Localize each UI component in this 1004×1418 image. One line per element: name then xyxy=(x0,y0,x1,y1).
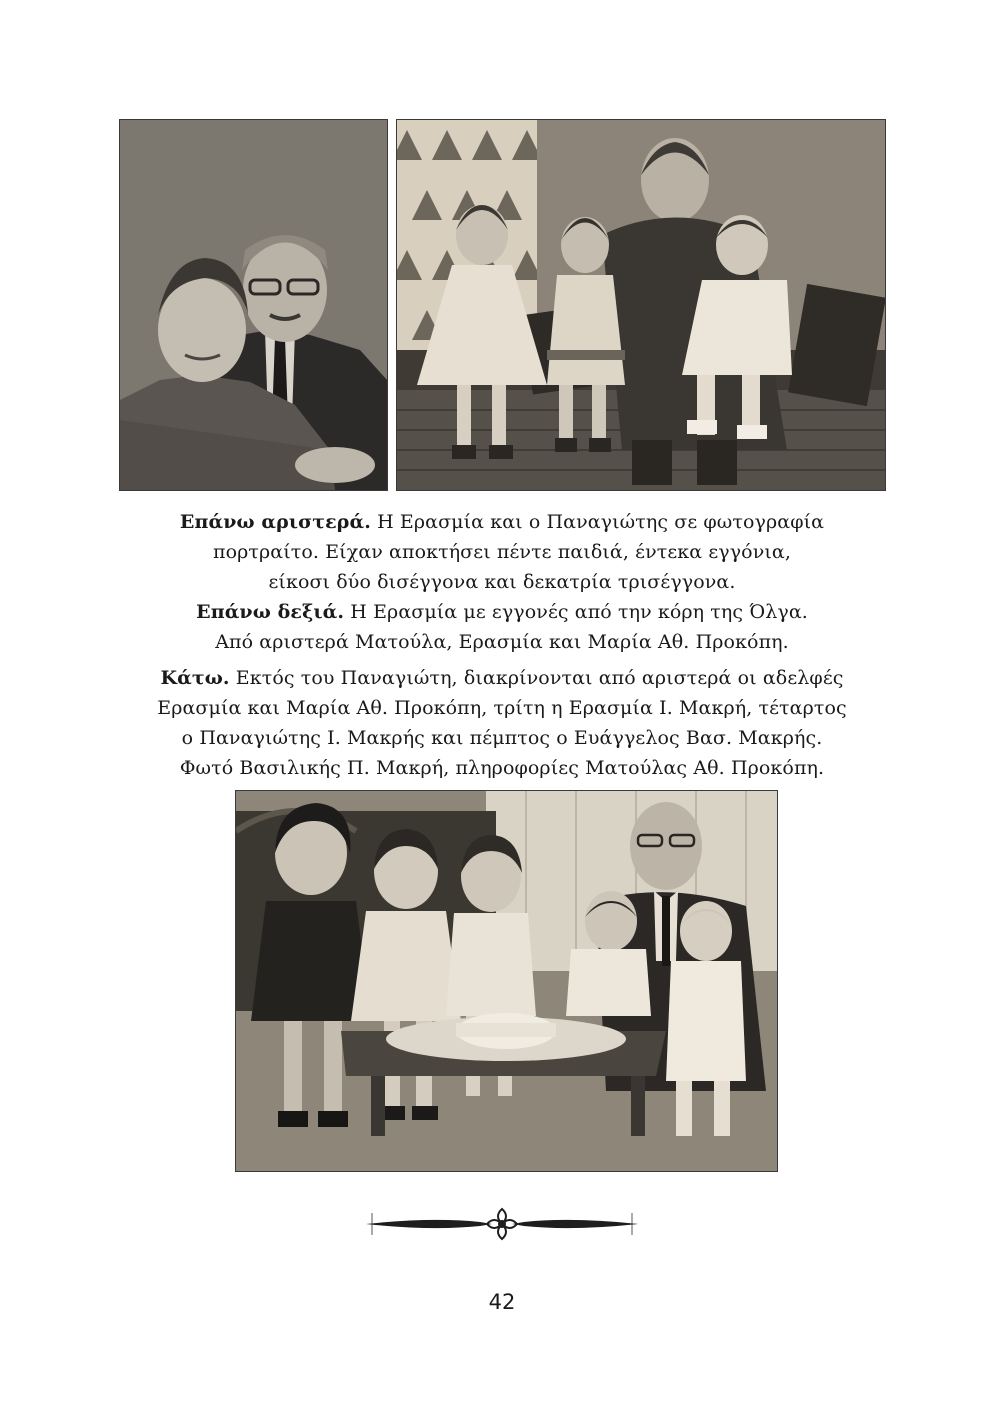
caption-bottom-line-4: Φωτό Βασιλικής Π. Μακρή, πληροφορίες Ματούλας Αθ. Προκόπη. xyxy=(179,757,825,779)
page-number: 42 xyxy=(488,1290,516,1314)
caption-heading-bottom: Κάτω. xyxy=(160,667,230,689)
caption-top-line-5: Από αριστερά Ματούλα, Ερασμία και Μαρία Αθ. Προκόπη. xyxy=(215,631,789,653)
caption-heading-top-right: Επάνω δεξιά. xyxy=(196,601,345,623)
caption-top xyxy=(100,507,904,657)
caption-bottom-line-3: ο Παναγιώτης Ι. Μακρής και πέμπτος ο Ευάγγελος Βασ. Μακρής. xyxy=(181,727,823,749)
photo-family-with-cake-image xyxy=(236,791,777,1171)
ornament-divider-graphic xyxy=(362,1203,642,1245)
photo-couple-portrait-image xyxy=(120,120,387,490)
caption-bottom-line-2: Ερασμία και Μαρία Αθ. Προκόπη, τρίτη η Ερασμία Ι. Μακρή, τέταρτος xyxy=(157,697,847,719)
ornament-divider xyxy=(362,1203,642,1245)
caption-top-line-4: Επάνω δεξιά. Η Ερασμία με εγγονές από την κόρη της Όλγα. xyxy=(196,601,808,623)
caption-heading-top-left: Επάνω αριστερά. xyxy=(179,511,371,533)
caption-top-line-1: Επάνω αριστερά. Η Ερασμία και ο Παναγιώτης σε φωτογραφία xyxy=(179,511,825,533)
photo-family-with-cake xyxy=(235,790,778,1172)
caption-top-line-2: πορτραίτο. Είχαν αποκτήσει πέντε παιδιά, έντεκα εγγόνια, xyxy=(213,541,791,563)
caption-bottom-line-1: Κάτω. Εκτός του Παναγιώτη, διακρίνονται από αριστερά οι αδελφές xyxy=(160,667,844,689)
caption-top-line-3: είκοσι δύο δισέγγονα και δεκατρία τρισέγγονα. xyxy=(268,571,736,593)
photo-grandmother-granddaughters xyxy=(396,119,886,491)
photo-grandmother-granddaughters-image xyxy=(397,120,885,490)
caption-bottom xyxy=(100,663,904,783)
photo-couple-portrait xyxy=(119,119,388,491)
